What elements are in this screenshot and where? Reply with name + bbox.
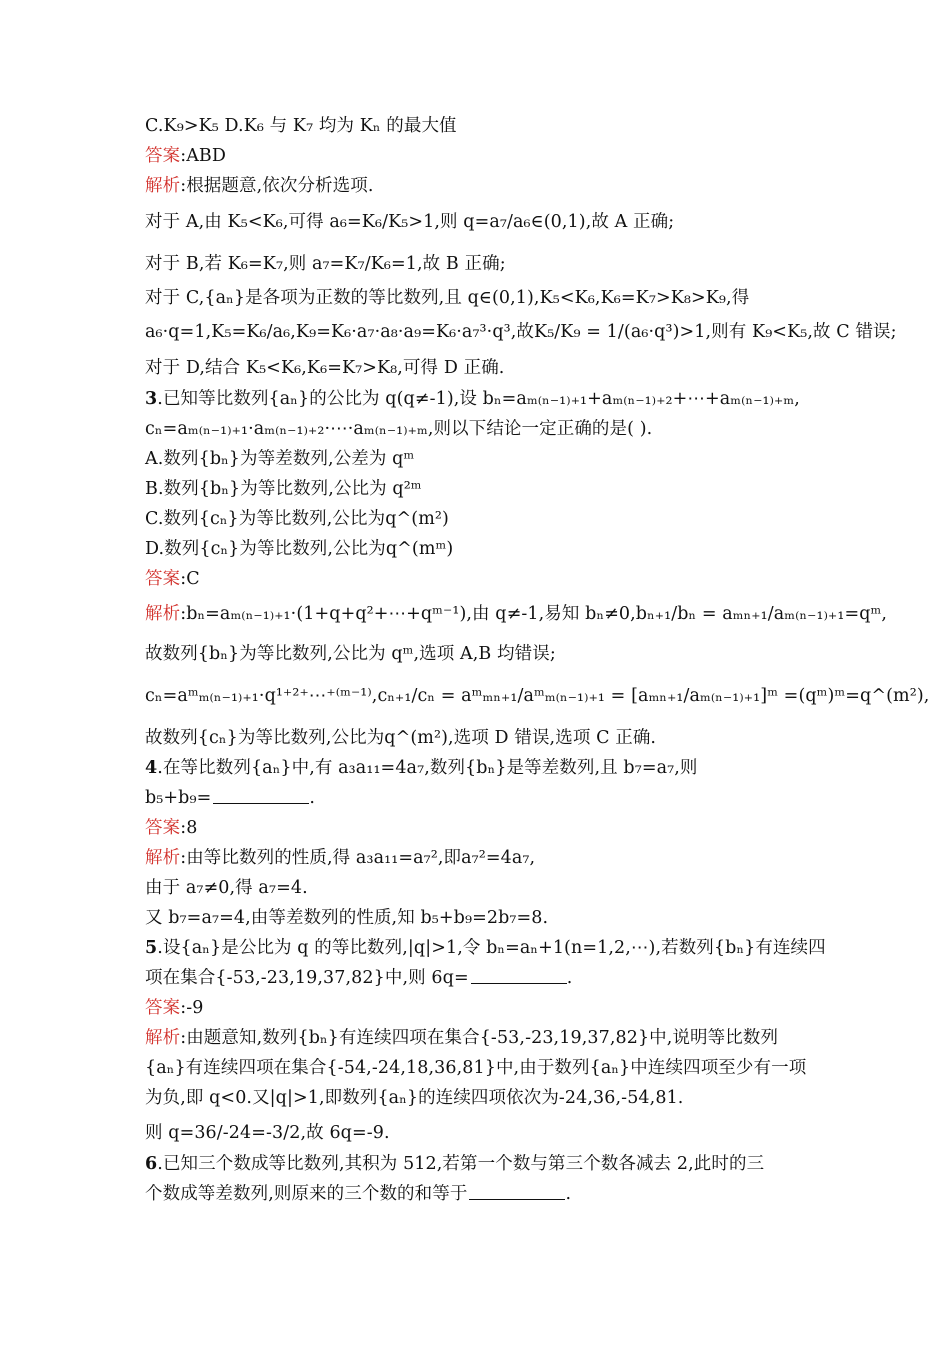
text-line xyxy=(145,537,453,561)
text-line xyxy=(145,286,749,310)
text-segment: :ABD xyxy=(180,146,227,166)
text-segment: 个数成等差数列,则原来的三个数的和等于 xyxy=(145,1184,468,1204)
section-label: 解析 xyxy=(145,176,181,196)
section-label: 答案 xyxy=(145,998,181,1018)
section-label: 解析 xyxy=(145,848,181,868)
text-segment: A.数列{bₙ}为等差数列,公差为 qᵐ xyxy=(145,449,415,469)
text-line xyxy=(145,144,226,168)
text-segment: 故数列{bₙ}为等比数列,公比为 qᵐ,选项 A,B 均错误; xyxy=(145,644,556,664)
text-line xyxy=(145,906,548,930)
text-line xyxy=(145,210,674,234)
text-segment: :由等比数列的性质,得 a₃a₁₁=a₇²,即a₇²=4a₇, xyxy=(180,848,536,868)
answer-blank xyxy=(213,786,309,804)
text-line xyxy=(145,684,929,708)
text-line xyxy=(145,356,504,380)
text-segment: 对于 B,若 K₆=K₇,则 a₇=K₇/K₆=1,故 B 正确; xyxy=(145,254,506,274)
text-segment: 故数列{cₙ}为等比数列,公比为q^(m²),选项 D 错误,选项 C 正确. xyxy=(145,728,657,748)
text-segment: :由题意知,数列{bₙ}有连续四项在集合{-53,-23,19,37,82}中,说明等比数列 xyxy=(180,1028,779,1048)
text-segment: . xyxy=(309,788,316,808)
text-segment: 对于 C,{aₙ}是各项为正数的等比数列,且 q∈(0,1),K₅<K₆,K₆=K₇>K₈>K₉,得 xyxy=(145,288,750,308)
text-segment: 又 b₇=a₇=4,由等差数列的性质,知 b₅+b₉=2b₇=8. xyxy=(145,908,549,928)
text-line xyxy=(145,936,826,960)
text-line xyxy=(145,1026,778,1050)
text-line xyxy=(145,786,315,810)
text-segment: C.数列{cₙ}为等比数列,公比为q^(m²) xyxy=(145,509,449,529)
text-line xyxy=(145,417,652,441)
text-segment: 为负,即 q<0.又|q|>1,即数列{aₙ}的连续四项依次为-24,36,-54,81. xyxy=(145,1088,684,1108)
text-line xyxy=(145,846,535,870)
text-line xyxy=(145,602,887,626)
text-segment: cₙ=aₘ₍ₙ₋₁₎₊₁·aₘ₍ₙ₋₁₎₊₂·⋯·aₘ₍ₙ₋₁₎₊ₘ,则以下结论一定正确的是( ). xyxy=(145,419,653,439)
text-segment: 项在集合{-53,-23,19,37,82}中,则 6q= xyxy=(145,968,469,988)
question-number: 4 xyxy=(145,758,158,778)
text-line xyxy=(145,320,897,344)
section-label: 答案 xyxy=(145,818,181,838)
text-line xyxy=(145,876,308,900)
section-label: 解析 xyxy=(145,1028,181,1048)
text-segment: .已知等比数列{aₙ}的公比为 q(q≠-1),设 bₙ=aₘ₍ₙ₋₁₎₊₁+aₘ₍ₙ₋₁₎₊₂+⋯+aₘ₍ₙ₋₁₎₊ₘ, xyxy=(157,389,800,409)
text-line xyxy=(145,477,422,501)
text-segment: {aₙ}有连续四项在集合{-54,-24,18,36,81}中,由于数列{aₙ}中连续四项至少有一项 xyxy=(145,1058,807,1078)
answer-blank xyxy=(471,966,567,984)
text-line xyxy=(145,1152,764,1176)
text-line xyxy=(145,816,197,840)
text-segment: 对于 A,由 K₅<K₆,可得 a₆=K₆/K₅>1,则 q=a₇/a₆∈(0,1),故 A 正确; xyxy=(145,212,675,232)
question-number: 5 xyxy=(145,938,158,958)
answer-blank xyxy=(469,1182,565,1200)
text-segment: cₙ=aᵐₘ₍ₙ₋₁₎₊₁·q¹⁺²⁺⋯⁺⁽ᵐ⁻¹⁾,cₙ₊₁/cₙ = aᵐₘₙ₊₁/aᵐₘ₍ₙ₋₁₎₊₁ = [aₘₙ₊₁/aₘ₍ₙ₋₁₎₊₁]ᵐ =(qᵐ)ᵐ=q^(m²), xyxy=(145,686,930,706)
question-number: 3 xyxy=(145,389,158,409)
text-line xyxy=(145,1121,390,1145)
text-segment: .已知三个数成等比数列,其积为 512,若第一个数与第三个数各减去 2,此时的三 xyxy=(157,1154,765,1174)
text-segment: . xyxy=(566,968,573,988)
text-line xyxy=(145,507,449,531)
text-segment: B.数列{bₙ}为等比数列,公比为 q²ᵐ xyxy=(145,479,422,499)
text-segment: a₆·q=1,K₅=K₆/a₆,K₉=K₆·a₇·a₈·a₉=K₆·a₇³·q³,故K₅/K₉ = 1/(a₆·q³)>1,则有 K₉<K₅,故 C 错误; xyxy=(145,322,897,342)
text-line xyxy=(145,966,572,990)
text-segment: D.数列{cₙ}为等比数列,公比为q^(mᵐ) xyxy=(145,539,454,559)
text-segment: 则 q=36/-24=-3/2,故 6q=-9. xyxy=(145,1123,390,1143)
text-segment: 由于 a₇≠0,得 a₇=4. xyxy=(145,878,308,898)
text-segment: 对于 D,结合 K₅<K₆,K₆=K₇>K₈,可得 D 正确. xyxy=(145,358,505,378)
text-segment: .在等比数列{aₙ}中,有 a₃a₁₁=4a₇,数列{bₙ}是等差数列,且 b₇=a₇,则 xyxy=(157,758,698,778)
text-line xyxy=(145,174,374,198)
text-line xyxy=(145,756,698,780)
section-label: 答案 xyxy=(145,146,181,166)
text-segment: :根据题意,依次分析选项. xyxy=(180,176,374,196)
text-line xyxy=(145,447,414,471)
text-segment: :C xyxy=(180,569,200,589)
text-line xyxy=(145,567,200,591)
text-line xyxy=(145,1056,806,1080)
text-line xyxy=(145,1086,683,1110)
text-line xyxy=(145,114,457,138)
section-label: 解析 xyxy=(145,604,181,624)
text-segment: :-9 xyxy=(180,998,204,1018)
text-line xyxy=(145,252,506,276)
text-segment: :bₙ=aₘ₍ₙ₋₁₎₊₁·(1+q+q²+⋯+qᵐ⁻¹),由 q≠-1,易知 bₙ≠0,bₙ₊₁/bₙ = aₘₙ₊₁/aₘ₍ₙ₋₁₎₊₁=qᵐ, xyxy=(180,604,888,624)
text-segment: C.K₉>K₅ D.K₆ 与 K₇ 均为 Kₙ 的最大值 xyxy=(145,116,457,136)
section-label: 答案 xyxy=(145,569,181,589)
text-line xyxy=(145,726,656,750)
text-line xyxy=(145,387,800,411)
text-line xyxy=(145,1182,571,1206)
text-segment: .设{aₙ}是公比为 q 的等比数列,|q|>1,令 bₙ=aₙ+1(n=1,2,⋯),若数列{bₙ}有连续四 xyxy=(157,938,826,958)
question-number: 6 xyxy=(145,1154,158,1174)
text-segment: . xyxy=(565,1184,572,1204)
text-segment: :8 xyxy=(180,818,198,838)
text-segment: b₅+b₉= xyxy=(145,788,212,808)
text-line xyxy=(145,642,556,666)
text-line xyxy=(145,996,203,1020)
